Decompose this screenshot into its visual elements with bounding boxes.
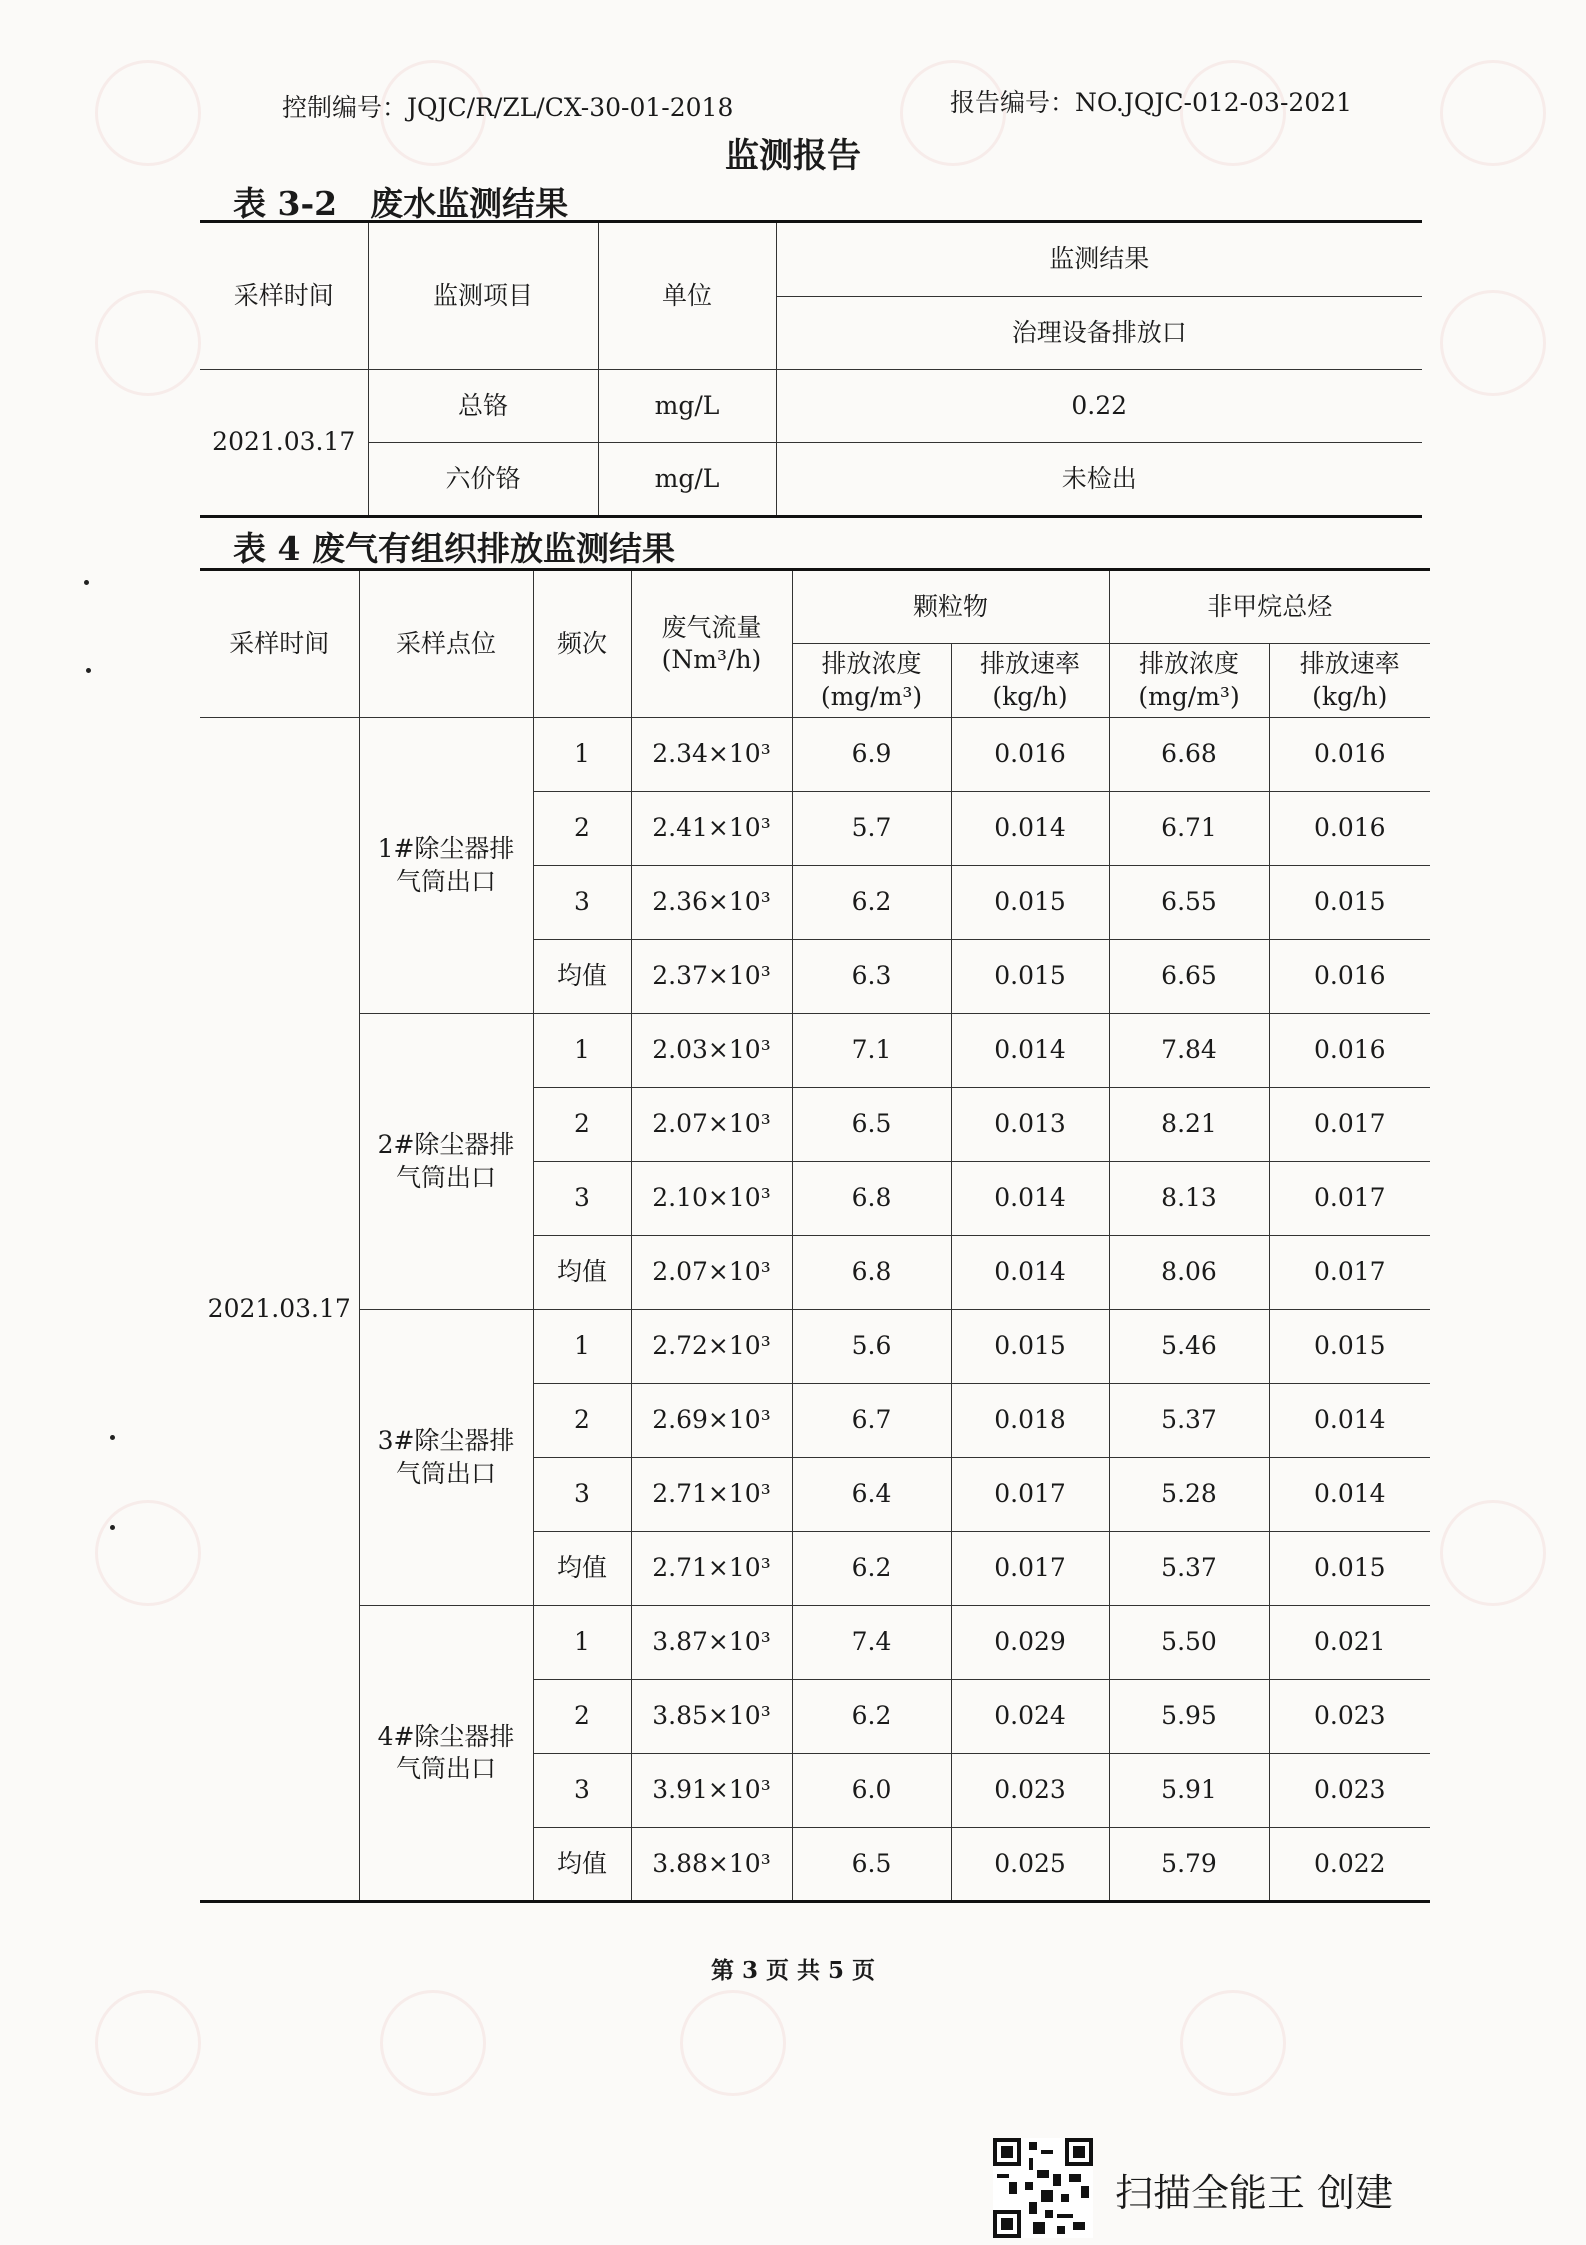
cell-flow: 3.88×10³ [631, 1828, 792, 1902]
cell-nm-r: 0.016 [1269, 718, 1430, 792]
cell-nm-c: 5.46 [1109, 1310, 1269, 1384]
cell-freq: 1 [533, 1310, 631, 1384]
sample-point: 2#除尘器排气筒出口 [359, 1014, 533, 1310]
cell-pm-c: 5.6 [792, 1310, 951, 1384]
cell-flow: 2.03×10³ [631, 1014, 792, 1088]
cell-nm-c: 6.65 [1109, 940, 1269, 1014]
header-sample-time: 采样时间 [200, 570, 359, 718]
header-item: 监测项目 [368, 222, 598, 370]
exhaust-date: 2021.03.17 [200, 718, 359, 1902]
sample-point: 3#除尘器排气筒出口 [359, 1310, 533, 1606]
cell-freq: 均值 [533, 1828, 631, 1902]
sample-point: 4#除尘器排气筒出口 [359, 1606, 533, 1902]
header-conc-unit: (mg/m³) [820, 681, 923, 711]
cell-nm-r: 0.017 [1269, 1162, 1430, 1236]
cell-pm-c: 6.5 [792, 1828, 951, 1902]
cell-pm-c: 6.4 [792, 1458, 951, 1532]
cell-nm-c: 6.71 [1109, 792, 1269, 866]
cell-pm-c: 6.0 [792, 1754, 951, 1828]
header-rate-label: 排放速率 [1299, 649, 1400, 678]
wastewater-table [200, 220, 1422, 518]
header-rate-label: 排放速率 [980, 649, 1081, 678]
cell-freq: 均值 [533, 1532, 631, 1606]
cell-nm-c: 8.06 [1109, 1236, 1269, 1310]
cell-pm-r: 0.029 [951, 1606, 1109, 1680]
cell-pm-r: 0.015 [951, 866, 1109, 940]
cell-nm-c: 8.21 [1109, 1088, 1269, 1162]
page-title: 监测报告 [725, 136, 861, 176]
cell-pm-r: 0.014 [951, 1162, 1109, 1236]
cell-nm-r: 0.021 [1269, 1606, 1430, 1680]
cell-pm-r: 0.023 [951, 1754, 1109, 1828]
scan-speck [86, 668, 91, 673]
cell-flow: 2.36×10³ [631, 866, 792, 940]
header-sample-point: 采样点位 [359, 570, 533, 718]
cell-flow: 2.71×10³ [631, 1532, 792, 1606]
cell-nm-r: 0.015 [1269, 1310, 1430, 1384]
cell-flow: 2.69×10³ [631, 1384, 792, 1458]
header-conc-label: 排放浓度 [1139, 649, 1240, 678]
cell-pm-c: 7.4 [792, 1606, 951, 1680]
cell-nm-c: 5.50 [1109, 1606, 1269, 1680]
cell-nm-r: 0.015 [1269, 1532, 1430, 1606]
header-nmhc-rate [1269, 644, 1430, 718]
header-pm-rate [951, 644, 1109, 718]
scan-speck [110, 1435, 115, 1440]
cell-nm-c: 6.55 [1109, 866, 1269, 940]
cell-freq: 均值 [533, 1236, 631, 1310]
cell-flow: 2.71×10³ [631, 1458, 792, 1532]
cell-flow: 3.85×10³ [631, 1680, 792, 1754]
header-particulate: 颗粒物 [792, 570, 1109, 644]
table-row [200, 1014, 1430, 1088]
cell-pm-c: 6.7 [792, 1384, 951, 1458]
header-nmhc-conc [1109, 644, 1269, 718]
wastewater-date: 2021.03.17 [200, 370, 368, 517]
cell-freq: 均值 [533, 940, 631, 1014]
header-gas-flow [631, 570, 792, 718]
cell-flow: 2.72×10³ [631, 1310, 792, 1384]
cell-nm-c: 5.28 [1109, 1458, 1269, 1532]
cell-pm-r: 0.014 [951, 1014, 1109, 1088]
table-4-caption: 表 4 废气有组织排放监测结果 [233, 529, 675, 568]
header-gas-flow-unit: (Nm³/h) [661, 645, 762, 674]
header-conc-label: 排放浓度 [821, 649, 922, 678]
cell-nm-r: 0.023 [1269, 1680, 1430, 1754]
cell-pm-c: 5.7 [792, 792, 951, 866]
cell-nm-c: 5.95 [1109, 1680, 1269, 1754]
header-frequency: 频次 [533, 570, 631, 718]
qr-code-icon [993, 2138, 1093, 2238]
cell-freq: 3 [533, 866, 631, 940]
cell-nm-r: 0.023 [1269, 1754, 1430, 1828]
cell-freq: 1 [533, 1606, 631, 1680]
cell-flow: 2.37×10³ [631, 940, 792, 1014]
cell-freq: 2 [533, 792, 631, 866]
cell-freq: 2 [533, 1384, 631, 1458]
report-number: 报告编号：NO.JQJC-012-03-2021 [950, 88, 1353, 117]
wastewater-unit: mg/L [598, 443, 776, 517]
header-pm-conc [792, 644, 951, 718]
cell-flow: 3.91×10³ [631, 1754, 792, 1828]
cell-pm-r: 0.013 [951, 1088, 1109, 1162]
cell-pm-r: 0.014 [951, 1236, 1109, 1310]
header-nmhc: 非甲烷总烃 [1109, 570, 1430, 644]
cell-nm-c: 5.37 [1109, 1532, 1269, 1606]
cell-nm-c: 5.91 [1109, 1754, 1269, 1828]
control-number: 控制编号：JQJC/R/ZL/CX-30-01-2018 [282, 93, 734, 122]
cell-nm-c: 5.79 [1109, 1828, 1269, 1902]
cell-pm-r: 0.018 [951, 1384, 1109, 1458]
header-sample-time: 采样时间 [200, 222, 368, 370]
cell-pm-r: 0.016 [951, 718, 1109, 792]
wastewater-value: 未检出 [776, 443, 1422, 517]
cell-freq: 3 [533, 1754, 631, 1828]
cell-pm-c: 6.5 [792, 1088, 951, 1162]
header-rate-unit: (kg/h) [992, 681, 1068, 711]
cell-flow: 3.87×10³ [631, 1606, 792, 1680]
cell-flow: 2.41×10³ [631, 792, 792, 866]
cell-nm-r: 0.017 [1269, 1236, 1430, 1310]
table-row [200, 718, 1430, 792]
header-conc-unit: (mg/m³) [1138, 681, 1240, 711]
cell-nm-r: 0.014 [1269, 1384, 1430, 1458]
cell-flow: 2.10×10³ [631, 1162, 792, 1236]
scan-speck [110, 1525, 115, 1530]
cell-pm-r: 0.015 [951, 1310, 1109, 1384]
page-number: 第 3 页 共 5 页 [710, 1957, 876, 1984]
table-row [200, 1606, 1430, 1680]
cell-pm-c: 6.9 [792, 718, 951, 792]
cell-pm-c: 7.1 [792, 1014, 951, 1088]
table-3-2-caption: 表 3-2 废水监测结果 [233, 184, 569, 223]
cell-pm-c: 6.8 [792, 1162, 951, 1236]
cell-flow: 2.34×10³ [631, 718, 792, 792]
cell-nm-c: 7.84 [1109, 1014, 1269, 1088]
cell-pm-r: 0.014 [951, 792, 1109, 866]
table-row [200, 1310, 1430, 1384]
cell-nm-r: 0.022 [1269, 1828, 1430, 1902]
header-gas-flow-label: 废气流量 [661, 612, 762, 642]
cell-freq: 2 [533, 1088, 631, 1162]
wastewater-value: 0.22 [776, 370, 1422, 443]
cell-pm-r: 0.017 [951, 1458, 1109, 1532]
cell-pm-r: 0.015 [951, 940, 1109, 1014]
cell-pm-c: 6.3 [792, 940, 951, 1014]
header-unit: 单位 [598, 222, 776, 370]
cell-pm-r: 0.024 [951, 1680, 1109, 1754]
wastewater-item: 总铬 [368, 370, 598, 443]
cell-pm-r: 0.017 [951, 1532, 1109, 1606]
cell-flow: 2.07×10³ [631, 1236, 792, 1310]
cell-freq: 1 [533, 718, 631, 792]
cell-nm-r: 0.016 [1269, 792, 1430, 866]
cell-nm-c: 5.37 [1109, 1384, 1269, 1458]
cell-pm-c: 6.8 [792, 1236, 951, 1310]
wastewater-unit: mg/L [598, 370, 776, 443]
wastewater-item: 六价铬 [368, 443, 598, 517]
header-outlet: 治理设备排放口 [776, 297, 1422, 370]
cell-pm-c: 6.2 [792, 1680, 951, 1754]
cell-freq: 3 [533, 1162, 631, 1236]
header-rate-unit: (kg/h) [1312, 681, 1388, 711]
cell-nm-r: 0.015 [1269, 866, 1430, 940]
cell-nm-c: 6.68 [1109, 718, 1269, 792]
cell-pm-c: 6.2 [792, 1532, 951, 1606]
scanner-watermark: 扫描全能王 创建 [1115, 2171, 1394, 2215]
cell-nm-c: 8.13 [1109, 1162, 1269, 1236]
cell-freq: 2 [533, 1680, 631, 1754]
cell-nm-r: 0.017 [1269, 1088, 1430, 1162]
exhaust-gas-table [200, 568, 1430, 1903]
cell-freq: 1 [533, 1014, 631, 1088]
cell-nm-r: 0.016 [1269, 940, 1430, 1014]
cell-flow: 2.07×10³ [631, 1088, 792, 1162]
header-result: 监测结果 [776, 222, 1422, 297]
cell-freq: 3 [533, 1458, 631, 1532]
scan-speck [84, 580, 89, 585]
cell-nm-r: 0.014 [1269, 1458, 1430, 1532]
cell-nm-r: 0.016 [1269, 1014, 1430, 1088]
cell-pm-r: 0.025 [951, 1828, 1109, 1902]
cell-pm-c: 6.2 [792, 866, 951, 940]
sample-point: 1#除尘器排气筒出口 [359, 718, 533, 1014]
